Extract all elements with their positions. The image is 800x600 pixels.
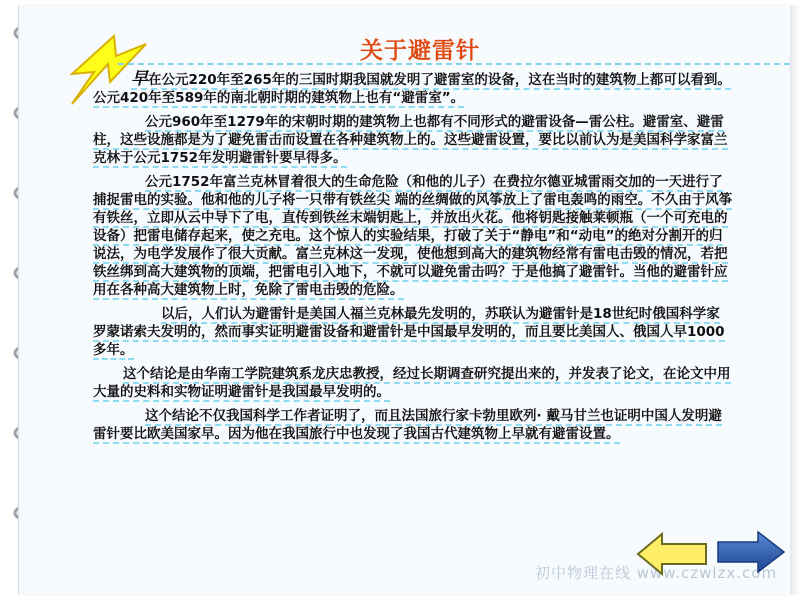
page-edge-shadow	[790, 6, 800, 594]
paragraph-3-text: 公元1752年富兰克林冒着很大的生命危险（和他的儿子）在费拉尔德亚城雷雨交加的一天进行了捕捉雷电的实验。他和他的儿子将一只带有铁丝尖 端的丝绸做的风筝放上了雷电轰鸣的雨空。不久由于风筝有铁丝，立即从云中导下了电，直传到铁丝末端钥匙上，并放出火花。他将钥匙接触莱顿瓶（一个可充电的设备）把雷电储存起来，使之充电。这个惊人的实验结果，打破了关于“静电”和“动电”的绝对分割开的归说法，为电学发展作了很大贡献。富兰克林这一发现，使他想到高大的建筑物经常有雷电击毁的情况，若把铁丝绑到高大建筑物的顶端，把雷电引入地下，不就可以避免雷击吗？于是他搞了避雷针。当他的避雷针应用在各种高大建筑物上时，免除了雷电击毁的危险。	[93, 174, 733, 298]
page-title: 关于避雷针	[360, 38, 480, 64]
paragraph-4-text: 以后，人们认为避雷针是美国人福兰克林最先发明的，苏联认为避雷针是18世纪时俄国科学家罗蒙诺索夫发明的，然而事实证明避雷设备和避雷针是中国最早发明的，而且要比美国人、俄国人早1000多年。	[93, 306, 725, 358]
paragraph-1-first-char: 早	[131, 69, 148, 89]
title-underline	[118, 63, 790, 66]
paragraph-1-text: 在公元220年至265年的三国时期我国就发明了避雷室的设备，这在当时的建筑物上都可以看到。公元420年至589年的南北朝时期的建筑物上也有“避雷室”。	[93, 72, 731, 106]
paragraph-2-text: 公元960年至1279年的宋朝时期的建筑物上也都有不同形式的避雷设备—雷公柱。避雷室、避雷柱，这些设施都是为了避免雷击而设置在各种建筑物上的。这些避雷设置，要比以前认为是美国科学家富兰克林于公元1752年发明避雷针要早得多。	[93, 114, 728, 166]
paragraph-6	[93, 407, 733, 443]
next-arrow-icon[interactable]	[716, 528, 786, 576]
article-body	[93, 70, 733, 449]
paragraph-1	[93, 70, 733, 107]
paragraph-5	[93, 365, 733, 401]
paragraph-3	[93, 173, 733, 299]
paragraph-2	[93, 113, 733, 167]
back-arrow-icon[interactable]	[636, 530, 708, 578]
site-watermark: 初中物理在线 www.czwlzx.com	[535, 564, 778, 582]
paragraph-4	[93, 305, 733, 359]
paragraph-6-text: 这个结论不仅我国科学工作者证明了，而且法国旅行家卡勃里欧列· 戴马甘兰也证明中国人发明避雷针要比欧美国家早。因为他在我国旅行中也发现了我国古代建筑物上早就有避雷设置。	[93, 408, 722, 442]
paragraph-5-text: 这个结论是由华南工学院建筑系龙庆忠教授，经过长期调查研究提出来的，并发表了论文，在论文中用大量的史料和实物证明避雷针是我国最早发明的。	[93, 366, 731, 400]
